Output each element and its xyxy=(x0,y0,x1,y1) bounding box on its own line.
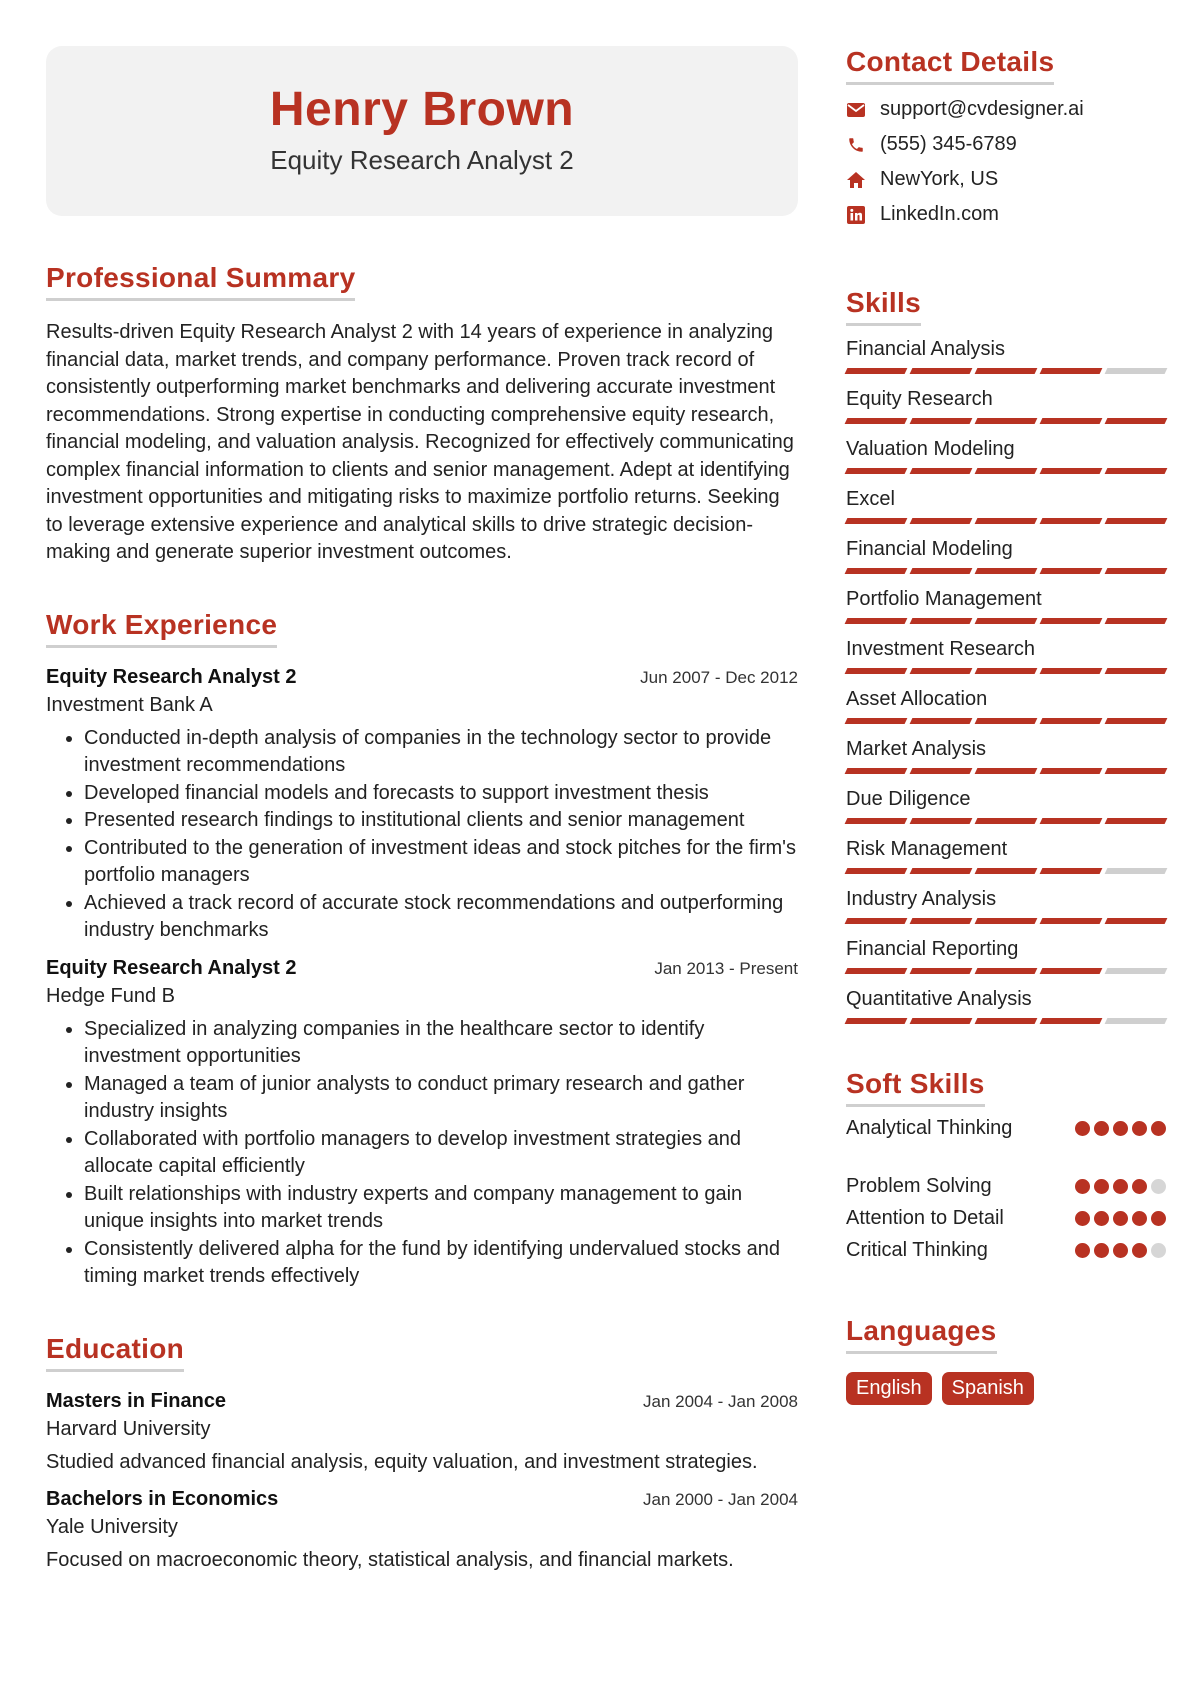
skill-name: Quantitative Analysis xyxy=(846,988,1032,1010)
degree: Bachelors in Economics xyxy=(46,1487,279,1510)
skill-level-segment xyxy=(1105,618,1168,624)
skill-level-segment xyxy=(910,768,973,774)
job-bullets xyxy=(46,1016,798,1291)
soft-skill-rating xyxy=(1075,1179,1166,1194)
skill-level-segment xyxy=(845,668,908,674)
soft-skills-list xyxy=(846,1117,1166,1271)
skill-level-bar xyxy=(846,718,1166,724)
skill-level-segment xyxy=(910,818,973,824)
summary-heading: Professional Summary xyxy=(46,262,355,301)
list-item: • Collaborated with portfolio managers to develop investment strategies and allocate capital efficiently xyxy=(84,1126,798,1181)
phone-icon xyxy=(846,135,866,155)
contact-phone xyxy=(846,132,1166,157)
skill-level-segment xyxy=(845,718,908,724)
skill-level-segment xyxy=(1040,418,1103,424)
skill-item xyxy=(846,788,1166,838)
skill-level-segment xyxy=(1040,368,1103,374)
skill-level-segment xyxy=(1105,368,1168,374)
skill-level-segment xyxy=(910,618,973,624)
skill-name: Risk Management xyxy=(846,838,1008,860)
skill-level-segment xyxy=(975,468,1038,474)
rating-dot xyxy=(1113,1243,1128,1258)
soft-skill-item xyxy=(846,1117,1166,1175)
skill-level-bar xyxy=(846,618,1166,624)
skill-level-segment xyxy=(1105,468,1168,474)
candidate-name: Henry Brown xyxy=(269,83,575,136)
soft-skill-rating xyxy=(1075,1243,1166,1258)
skill-name: Asset Allocation xyxy=(846,688,988,710)
skill-level-segment xyxy=(845,618,908,624)
languages-list xyxy=(846,1372,1166,1405)
school: Harvard University xyxy=(46,1417,211,1440)
education-description: Studied advanced financial analysis, equity valuation, and investment strategies. xyxy=(46,1450,758,1473)
job-dates: Jan 2013 - Present xyxy=(654,958,798,978)
linkedin-text[interactable]: LinkedIn.com xyxy=(880,203,999,225)
skill-level-bar xyxy=(846,468,1166,474)
skill-level-segment xyxy=(975,668,1038,674)
main-column xyxy=(46,46,798,1572)
skill-level-segment xyxy=(1040,768,1103,774)
soft-skills-heading: Soft Skills xyxy=(846,1068,985,1107)
skill-level-segment xyxy=(910,368,973,374)
skill-item xyxy=(846,688,1166,738)
rating-dot xyxy=(1151,1243,1166,1258)
skill-level-segment xyxy=(1105,968,1168,974)
skill-item xyxy=(846,988,1166,1038)
envelope-icon xyxy=(846,100,866,120)
skill-item xyxy=(846,938,1166,988)
language-badge: English xyxy=(846,1372,932,1405)
skill-level-segment xyxy=(910,568,973,574)
degree: Masters in Finance xyxy=(46,1389,227,1412)
skill-name: Valuation Modeling xyxy=(846,438,1015,460)
employer: Investment Bank A xyxy=(46,693,213,716)
skill-item xyxy=(846,638,1166,688)
skill-level-segment xyxy=(1040,968,1103,974)
skill-level-segment xyxy=(910,468,973,474)
rating-dot xyxy=(1151,1179,1166,1194)
skill-level-bar xyxy=(846,968,1166,974)
skill-level-bar xyxy=(846,918,1166,924)
skill-name: Investment Research xyxy=(846,638,1035,660)
skill-item xyxy=(846,838,1166,888)
skill-level-segment xyxy=(1040,1018,1103,1024)
rating-dot xyxy=(1132,1243,1147,1258)
summary-section xyxy=(46,262,798,567)
skill-level-segment xyxy=(975,868,1038,874)
skill-level-segment xyxy=(1040,818,1103,824)
education-heading: Education xyxy=(46,1333,184,1372)
skill-level-segment xyxy=(975,818,1038,824)
linkedin-icon xyxy=(846,205,866,225)
skill-item xyxy=(846,338,1166,388)
skill-level-segment xyxy=(1040,918,1103,924)
skill-level-segment xyxy=(975,618,1038,624)
list-item: • Managed a team of junior analysts to conduct primary research and gather industry insights xyxy=(84,1071,798,1126)
skill-item xyxy=(846,538,1166,588)
skill-level-segment xyxy=(845,418,908,424)
email-text[interactable]: support@cvdesigner.ai xyxy=(880,98,1084,120)
skills-list xyxy=(846,338,1166,1038)
list-item: • Consistently delivered alpha for the fund by identifying undervalued stocks and timing market trends effectively xyxy=(84,1236,798,1291)
skill-level-bar xyxy=(846,418,1166,424)
skill-level-segment xyxy=(1105,1018,1168,1024)
sidebar-column xyxy=(846,46,1166,1405)
rating-dot xyxy=(1113,1179,1128,1194)
list-item: • Built relationships with industry experts and company management to gain unique insights into market trends xyxy=(84,1181,798,1236)
skill-level-segment xyxy=(845,768,908,774)
contact-email xyxy=(846,97,1166,122)
job-title: Equity Research Analyst 2 xyxy=(46,665,297,688)
contact-linkedin xyxy=(846,202,1166,227)
rating-dot xyxy=(1075,1243,1090,1258)
skill-level-bar xyxy=(846,768,1166,774)
skill-level-segment xyxy=(975,518,1038,524)
rating-dot xyxy=(1094,1211,1109,1226)
rating-dot xyxy=(1094,1179,1109,1194)
skill-level-segment xyxy=(975,768,1038,774)
skill-level-segment xyxy=(845,968,908,974)
skill-level-segment xyxy=(975,368,1038,374)
skill-level-segment xyxy=(845,568,908,574)
experience-entry xyxy=(46,666,798,945)
skill-name: Equity Research xyxy=(846,388,993,410)
skill-level-segment xyxy=(910,718,973,724)
skill-level-segment xyxy=(1040,668,1103,674)
skill-level-segment xyxy=(910,518,973,524)
job-dates: Jun 2007 - Dec 2012 xyxy=(640,667,798,687)
education-dates: Jan 2004 - Jan 2008 xyxy=(642,1391,798,1411)
languages-section xyxy=(846,1315,1166,1405)
education-section xyxy=(46,1333,798,1572)
soft-skill-rating xyxy=(1075,1211,1166,1226)
skill-level-segment xyxy=(1040,568,1103,574)
skill-level-segment xyxy=(910,868,973,874)
skill-name: Due Diligence xyxy=(846,788,971,810)
skill-level-segment xyxy=(910,968,973,974)
skill-item xyxy=(846,738,1166,788)
education-description: Focused on macroeconomic theory, statistical analysis, and financial markets. xyxy=(46,1548,734,1571)
skill-level-segment xyxy=(1105,918,1168,924)
skill-level-segment xyxy=(1105,768,1168,774)
soft-skill-item xyxy=(846,1175,1166,1207)
skill-level-segment xyxy=(975,968,1038,974)
skill-level-segment xyxy=(845,1018,908,1024)
skill-item xyxy=(846,888,1166,938)
soft-skill-name: Attention to Detail xyxy=(846,1207,1004,1229)
skill-level-bar xyxy=(846,868,1166,874)
soft-skills-section xyxy=(846,1068,1166,1271)
skill-item xyxy=(846,488,1166,538)
skill-level-segment xyxy=(975,418,1038,424)
list-item: • Developed financial models and forecasts to support investment thesis xyxy=(84,780,798,808)
list-item: • Conducted in-depth analysis of companies in the technology sector to provide investment recommendations xyxy=(84,725,798,780)
job-bullets xyxy=(46,725,798,945)
skill-level-segment xyxy=(1040,868,1103,874)
school: Yale University xyxy=(46,1515,178,1538)
location-text: NewYork, US xyxy=(880,168,999,190)
rating-dot xyxy=(1094,1243,1109,1258)
rating-dot xyxy=(1132,1121,1147,1136)
soft-skill-name: Critical Thinking xyxy=(846,1239,988,1261)
skill-level-bar xyxy=(846,368,1166,374)
skill-name: Portfolio Management xyxy=(846,588,1042,610)
skill-level-segment xyxy=(910,1018,973,1024)
languages-heading: Languages xyxy=(846,1315,997,1354)
skill-level-segment xyxy=(845,868,908,874)
skill-level-segment xyxy=(1105,868,1168,874)
list-item: • Contributed to the generation of investment ideas and stock pitches for the firm's portfolio managers xyxy=(84,835,798,890)
skill-level-bar xyxy=(846,818,1166,824)
rating-dot xyxy=(1151,1121,1166,1136)
candidate-title: Equity Research Analyst 2 xyxy=(270,145,574,175)
rating-dot xyxy=(1132,1211,1147,1226)
skill-name: Financial Reporting xyxy=(846,938,1019,960)
skill-level-segment xyxy=(845,918,908,924)
skill-name: Financial Modeling xyxy=(846,538,1013,560)
skill-level-segment xyxy=(1105,518,1168,524)
skill-level-segment xyxy=(1105,418,1168,424)
skill-name: Market Analysis xyxy=(846,738,987,760)
skill-level-segment xyxy=(1105,718,1168,724)
skill-item xyxy=(846,388,1166,438)
skill-level-segment xyxy=(1105,668,1168,674)
header-card xyxy=(46,46,798,216)
rating-dot xyxy=(1113,1121,1128,1136)
skill-level-segment xyxy=(975,1018,1038,1024)
rating-dot xyxy=(1113,1211,1128,1226)
summary-text: Results-driven Equity Research Analyst 2 with 14 years of experience in analyzing financial data, market trends, and company performance. Proven track record of consistently outperforming market benchmarks and delivering accurate investment recommendations. Strong expertise in conducting comprehensive equity research, financial modeling, and valuation analysis. Recognized for effectively communicating complex financial information to clients and senior management. Adept at identifying investment opportunities and mitigating risks to maximize portfolio returns. Seeking to leverage extensive experience and analytical skills to drive strategic decision-making and generate superior investment outcomes. xyxy=(46,321,794,563)
soft-skill-item xyxy=(846,1239,1166,1271)
contact-section xyxy=(846,46,1166,227)
skill-name: Industry Analysis xyxy=(846,888,997,910)
rating-dot xyxy=(1132,1179,1147,1194)
rating-dot xyxy=(1075,1179,1090,1194)
skill-level-segment xyxy=(1040,518,1103,524)
phone-text[interactable]: (555) 345-6789 xyxy=(880,133,1017,155)
skill-level-segment xyxy=(845,468,908,474)
skill-level-segment xyxy=(910,418,973,424)
skill-level-segment xyxy=(845,368,908,374)
language-badge: Spanish xyxy=(942,1372,1034,1405)
experience-entry xyxy=(46,957,798,1291)
skill-level-segment xyxy=(1040,618,1103,624)
skill-level-segment xyxy=(910,668,973,674)
skill-level-segment xyxy=(975,568,1038,574)
skill-item xyxy=(846,588,1166,638)
soft-skill-name: Analytical Thinking xyxy=(846,1117,1013,1139)
skill-level-segment xyxy=(975,718,1038,724)
rating-dot xyxy=(1094,1121,1109,1136)
experience-section xyxy=(46,609,798,1291)
skills-section xyxy=(846,287,1166,1038)
skill-level-segment xyxy=(975,918,1038,924)
contact-heading: Contact Details xyxy=(846,46,1054,85)
list-item: • Presented research findings to institutional clients and senior management xyxy=(84,807,798,835)
education-dates: Jan 2000 - Jan 2004 xyxy=(642,1489,798,1509)
rating-dot xyxy=(1075,1211,1090,1226)
education-entry xyxy=(46,1488,798,1572)
skill-level-segment xyxy=(1040,468,1103,474)
education-entry xyxy=(46,1390,798,1474)
skill-level-segment xyxy=(845,518,908,524)
skill-level-bar xyxy=(846,668,1166,674)
soft-skill-item xyxy=(846,1207,1166,1239)
skill-level-bar xyxy=(846,568,1166,574)
soft-skill-rating xyxy=(1075,1121,1166,1136)
skill-level-segment xyxy=(1040,718,1103,724)
skill-level-segment xyxy=(1105,818,1168,824)
skill-item xyxy=(846,438,1166,488)
skill-level-segment xyxy=(1105,568,1168,574)
list-item: • Specialized in analyzing companies in the healthcare sector to identify investment opportunities xyxy=(84,1016,798,1071)
contact-location xyxy=(846,167,1166,192)
experience-heading: Work Experience xyxy=(46,609,277,648)
rating-dot xyxy=(1075,1121,1090,1136)
soft-skill-name: Problem Solving xyxy=(846,1175,992,1197)
list-item: • Achieved a track record of accurate stock recommendations and outperforming industry benchmarks xyxy=(84,890,798,945)
skill-name: Excel xyxy=(846,488,895,510)
skills-heading: Skills xyxy=(846,287,921,326)
skill-level-bar xyxy=(846,1018,1166,1024)
skill-level-segment xyxy=(910,918,973,924)
job-title: Equity Research Analyst 2 xyxy=(46,956,297,979)
skill-level-bar xyxy=(846,518,1166,524)
skill-name: Financial Analysis xyxy=(846,338,1005,360)
home-icon xyxy=(846,170,866,190)
skill-level-segment xyxy=(845,818,908,824)
rating-dot xyxy=(1151,1211,1166,1226)
employer: Hedge Fund B xyxy=(46,984,175,1007)
